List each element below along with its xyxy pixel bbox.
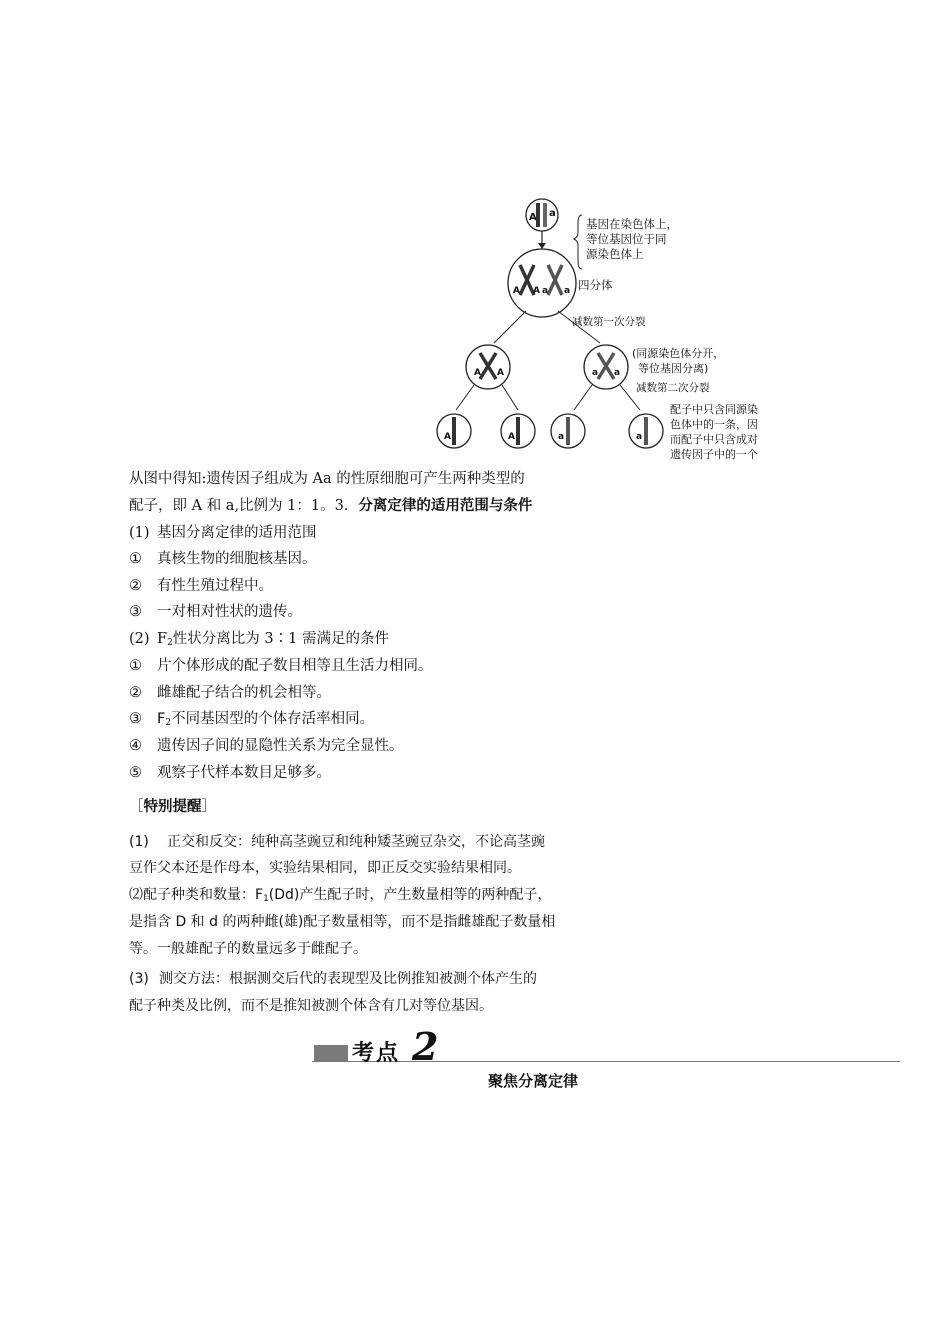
item-text: 观察子代样本数目足够多。: [157, 765, 331, 781]
subsection-heading: [129, 523, 317, 543]
kaodian-number: 2: [412, 1024, 439, 1069]
item-text: 遗传因子间的显隐性关系为完全显性。: [157, 738, 404, 754]
item-marker: ⑤: [129, 765, 142, 781]
banner-block: [314, 1045, 348, 1061]
item-marker: ③: [129, 604, 142, 620]
allele-label: A: [508, 432, 515, 442]
allele-label: a: [592, 368, 599, 378]
allele-label: a: [564, 286, 571, 296]
note-text: 源染色体上: [586, 247, 644, 261]
tip-text: 正交和反交：纯种高茎豌豆和纯种矮茎豌豆杂交，不论高茎豌: [167, 834, 545, 850]
chromosome: [452, 417, 456, 445]
list-item: [129, 602, 302, 622]
item-text: 片个体形成的配子数目相等且生活力相同。: [157, 658, 433, 674]
item-marker: ③: [129, 711, 142, 727]
list-item: [129, 763, 331, 783]
allele-label: A: [444, 432, 451, 442]
item-number: (1): [129, 525, 150, 541]
chromosome: [516, 417, 520, 445]
item-number: (1): [129, 834, 149, 850]
note-text: 遗传因子中的一个: [670, 448, 758, 461]
allele-label: A: [474, 368, 481, 378]
note-text: 配子中只含同源染: [670, 403, 758, 416]
item-text: 有性生殖过程中。: [157, 578, 273, 594]
tip-line: 豆作父本还是作母本，实验结果相同，即正反交实验结果相同。: [129, 860, 521, 876]
branch-line: [502, 385, 518, 410]
note-text: (同源染色体分开，: [632, 347, 725, 360]
arrow-head: [538, 243, 546, 249]
list-item: [129, 709, 374, 733]
allele-label: A: [497, 368, 504, 378]
tip-text: (Dd)产生配子时，产生数量相等的两种配子，: [268, 887, 552, 903]
subscript: 2: [165, 718, 172, 728]
allele-label: a: [614, 368, 621, 378]
note-text: 基因在染色体上，: [586, 217, 678, 231]
branch-line: [574, 385, 592, 410]
section-heading: 分离定律的适用范围与条件: [358, 498, 533, 514]
item-number: ⑵: [129, 887, 143, 903]
allele-label: A: [533, 286, 540, 296]
tip-heading: [129, 797, 216, 817]
item-number: (2): [129, 631, 150, 647]
item-text: 不同基因型的个体存活率相同。: [171, 711, 375, 727]
tip-line: 等。一般雄配子的数量远多于雌配子。: [129, 941, 367, 957]
meiosis-diagram: [434, 195, 784, 465]
item-marker: ②: [129, 685, 142, 701]
subscript: 1: [263, 894, 269, 904]
allele-label: a: [542, 286, 549, 296]
item-number: (3): [129, 971, 149, 987]
bracket-close: ］: [201, 799, 216, 815]
item-marker: ④: [129, 738, 142, 754]
item-marker: ①: [129, 658, 142, 674]
list-item: [129, 576, 273, 596]
f-symbol: F: [157, 631, 168, 647]
tip-text: 测交方法：根据测交后代的表现型及比例推知被测个体产生的: [159, 971, 537, 987]
chromosome-x: [520, 265, 534, 295]
tip-title: 特别提醒: [143, 799, 202, 815]
kaodian-label: 考点: [352, 1041, 401, 1066]
allele-label: a: [549, 208, 556, 219]
tip-line: [129, 885, 551, 909]
allele-label: A: [529, 212, 537, 223]
allele-label: A: [513, 286, 520, 296]
item-text: 雌雄配子结合的机会相等。: [157, 685, 331, 701]
chromosome: [543, 203, 547, 227]
paragraph-line: 从图中得知:遗传因子组成为 Aa 的性原细胞可产生两种类型的: [129, 471, 525, 487]
note-text: 而配子中只含成对: [670, 433, 758, 446]
note-text: 色体中的一条，因: [670, 418, 758, 431]
chromosome: [566, 417, 570, 445]
f-symbol: F: [157, 711, 166, 727]
item-text: 真核生物的细胞核基因。: [157, 551, 317, 567]
bracket-open: ［: [129, 799, 144, 815]
list-item: [129, 683, 331, 703]
tip-line: [129, 969, 537, 989]
tip-line: 配子种类及比例，而不是推知被测个体含有几对等位基因。: [129, 998, 493, 1014]
subsection-heading: [129, 629, 389, 653]
chromosome-x: [598, 353, 614, 379]
bracket: [574, 215, 582, 269]
list-item: [129, 656, 433, 676]
list-item: [129, 736, 404, 756]
paragraph-text: 配子，即 A 和 a,比例为 1：1。3．: [129, 498, 359, 514]
tetrad-cell: [508, 249, 576, 317]
tip-text: 配子种类和数量：F: [143, 887, 264, 903]
item-marker: ②: [129, 578, 142, 594]
branch-line: [494, 311, 526, 343]
chromosome-x: [480, 353, 496, 379]
meiosis-1-label: 减数第一次分裂: [572, 316, 646, 328]
tip-line: [129, 832, 545, 852]
allele-label: a: [558, 432, 565, 442]
list-item: [129, 549, 317, 569]
item-text: 性状分离比为 3∶1 需满足的条件: [172, 631, 389, 647]
tetrad-label: 四分体: [578, 278, 613, 292]
meiosis-2-label: 减数第二次分裂: [636, 382, 710, 394]
chromosome-x: [548, 265, 562, 295]
item-text: 基因分离定律的适用范围: [157, 525, 317, 541]
item-text: 一对相对性状的遗传。: [157, 604, 302, 620]
paragraph-line: [129, 496, 532, 516]
subscript: 2: [167, 638, 173, 648]
banner-rule: [312, 1061, 900, 1062]
chromosome: [644, 417, 648, 445]
tip-line: 是指含 D 和 d 的两种雌(雄)配子数量相等，而不是指雌雄配子数量相: [129, 914, 556, 930]
item-marker: ①: [129, 551, 142, 567]
section-title: 聚焦分离定律: [488, 1072, 579, 1090]
allele-label: a: [636, 432, 643, 442]
note-text: 等位基因位于同: [586, 232, 667, 246]
branch-line: [456, 385, 474, 410]
note-text: 等位基因分离): [638, 362, 709, 375]
